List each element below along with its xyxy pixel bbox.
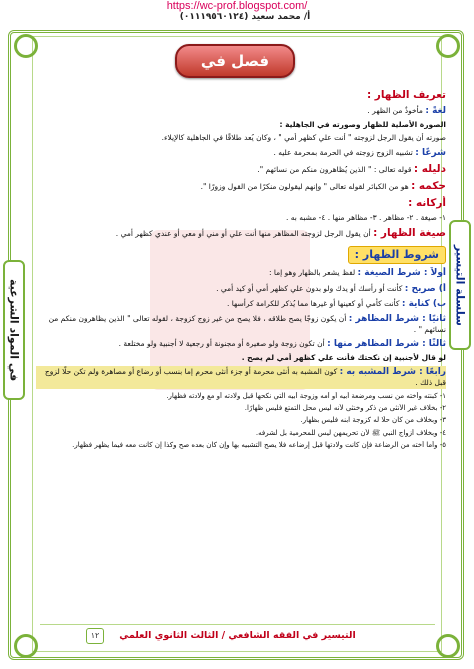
section-row: أركانه : [408, 197, 446, 210]
list-item: ٤- وبخلاف أزواج النبي ﷺ لأن تحريمهن ليس للمحرمية بل لشرفه. [255, 428, 446, 437]
corner-ornament-icon [436, 34, 460, 58]
side-label-left: في المواد الشرعية [3, 260, 25, 400]
section-row: الصورة الأصلية للظهار وصورته في الجاهلية : [279, 120, 446, 130]
section-row: شرعًا : تشبيه الزوج زوجته في الحرمة بمحرمة عليه . [273, 147, 446, 158]
section-row: صيغة الظهار : أن يقول الرجل لزوجته المظاهر منها أنت علي أو مني أو معي أو عندي كظهر أمي . [115, 227, 446, 240]
condition-row: ثانيًا : شرط المظاهر : أن يكون زوجًا يصح طلاقه ، فلا يصح من غير زوج كزوجة ، لقوله تعالى " الذين يظاهرون منكم من نسائهم " . [48, 313, 446, 334]
list-item: ١- كبنته وأخته من نسب ومرضعة أبيه أو أمه وزوجة أبيه التي نكحها قبل ولادته أو مع ولادته فظهار. [166, 391, 446, 400]
footer-title: التيسير في الفقه الشافعي / الثالث الثانوي العلمي [40, 624, 435, 647]
condition-row: أولاً : شرط الصيغة : لفظ يشعر بالظهار وهو إما : [268, 268, 446, 279]
section-row: ١- صيغة . ٢- مظاهر . ٣- مظاهر منها . ٤- مشبه به . [286, 213, 446, 223]
author-label: أ/ محمد سعيد (٠١١١٩٥٦٠١٢٤) [179, 12, 311, 22]
condition-row: لو قال لأجنبية إن نكحتك فأنت علي كظهر أمي لم يصح . [241, 353, 446, 363]
corner-ornament-icon [14, 634, 38, 658]
condition-row: أ) صريح : كأنت أو رأسك أو يدك ولو بدون علي كظهر أمي أو كيد أمي . [216, 283, 446, 294]
list-item: ٣- وبخلاف من كان حلًا له كزوجة ابنه فليس بظهار. [300, 416, 446, 425]
corner-ornament-icon [14, 34, 38, 58]
section-row: حكمه : هو من الكبائر لقوله تعالى " وإنهم ليقولون منكرًا من القول وزورًا ". [200, 179, 446, 192]
content [36, 88, 446, 454]
section-row: صورته أن يقول الرجل لزوجته " أنت علي كظهر أمي " ، وكان يُعد طلاقًا في الجاهلية كالإيلاء. [161, 133, 446, 143]
examples-list [36, 392, 446, 451]
page-number: ١٢ [86, 628, 104, 644]
corner-ornament-icon [436, 634, 460, 658]
section-row: لغةً : مأخوذٌ من الظهر . [367, 106, 446, 117]
side-label-right: سلسلة التيسير [449, 220, 471, 350]
conditions-title-row [36, 244, 446, 265]
condition-row: رابعًا : شرط المشبه به : كون المشبه به أنثى محرمة أو جزء أنثى محرم إما بنسب أو رضاع أو مصاهرة ولم تكن حلًا لزوج قبل ذلك . [36, 366, 446, 388]
source-url[interactable]: https://wc-prof.blogspot.com/ [166, 0, 308, 12]
list-item: ٥- وأما أخته من الرضاعة فإن كانت ولادتها قبل إرضاعه فلا يصح التشبيه بها وإن كان بعده صح وكذا إن كانت معه فيما يظهر فظهار. [72, 441, 446, 450]
condition-row: ب) كناية : كأنت كأمي أو كعينها أو غيرها مما يُذكر للكرامة كرأسها . [227, 298, 446, 309]
conditions-title: شروط الظهار : [348, 246, 446, 265]
chapter-title: فصل في الظهار [175, 44, 295, 78]
list-item: ٢- بخلاف غير الأنثى من ذكر وخنثى لأنه ليس محل التمتع فليس ظهارًا. [244, 404, 446, 413]
condition-row: ثالثًا : شرط المظاهر منها : أن تكون زوجة ولو صغيرة أو مجنونة أو رجعية لا أجنبية ولو مختلعة . [118, 339, 446, 350]
section-row: تعريف الظهار : [366, 89, 446, 101]
section-row: دليله : قوله تعالى : " الذين يُظاهرون منكم من نسائهم ". [257, 162, 446, 175]
